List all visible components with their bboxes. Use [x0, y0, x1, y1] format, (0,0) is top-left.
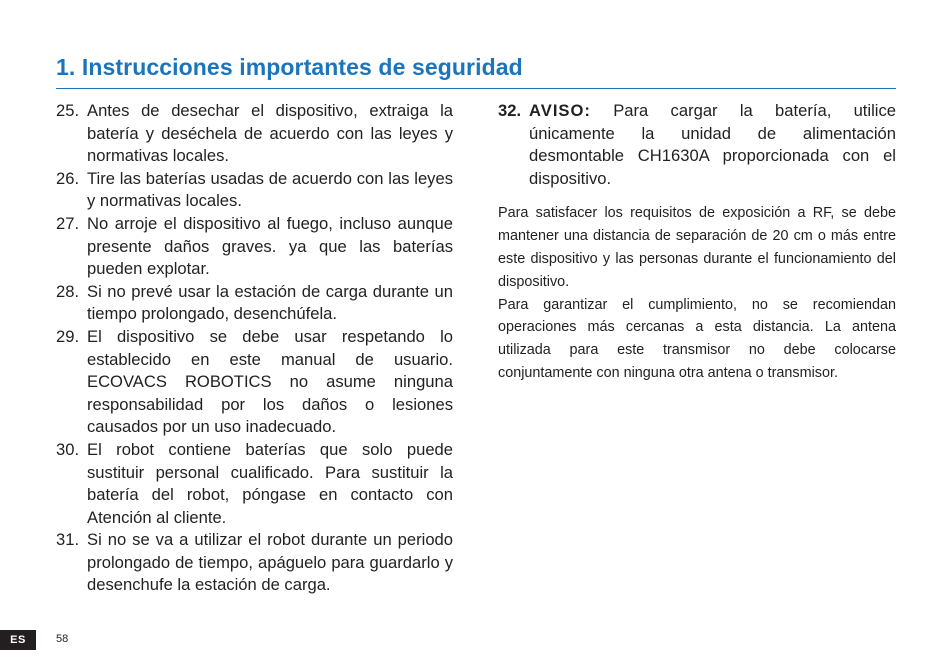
- page-number: 58: [56, 633, 69, 645]
- list-item: [56, 529, 453, 597]
- right-column: [498, 100, 896, 385]
- list-item: [56, 168, 453, 213]
- item-number: 30.: [56, 439, 80, 459]
- item-text: Tire las baterías usadas de acuerdo con las leyes y normativas locales.: [87, 168, 453, 211]
- item-number: 28.: [56, 281, 80, 301]
- item-number: 27.: [56, 213, 80, 233]
- item-number: 31.: [56, 530, 80, 550]
- page-title: 1. Instrucciones importantes de seguridad: [56, 54, 523, 80]
- item-number: 25.: [56, 101, 80, 120]
- title-divider: [56, 88, 896, 89]
- item-number: 29.: [56, 326, 80, 346]
- warning-item: [498, 100, 896, 190]
- rf-paragraph: Para satisfacer los requisitos de exposición a RF, se debe mantener una distancia de separación de 20 cm o más entre este dispositivo y las personas durante el funcionamiento del dispositivo.: [498, 205, 896, 290]
- item-text: No arroje el dispositivo al fuego, incluso aunque presente daños graves. ya que las baterías pueden explotar.: [87, 213, 453, 279]
- item-text: El dispositivo se debe usar respetando lo establecido en este manual de usuario. ECOVACS ROBOTICS no asume ninguna responsabilidad por los daños o lesiones causados por un uso inadecuado.: [87, 326, 453, 437]
- list-item: [56, 439, 453, 529]
- rf-paragraph: Para garantizar el cumplimiento, no se recomiendan operaciones más cercanas a esta distancia. La antena utilizada para este transmisor no debe colocarse conjuntamente con ninguna otra antena o transmisor.: [498, 296, 896, 381]
- item-text: Si no se va a utilizar el robot durante un periodo prolongado de tiempo, apáguelo para guardarlo y desenchufe la estación de carga.: [87, 530, 453, 595]
- left-column: [56, 100, 453, 597]
- item-text: Antes de desechar el dispositivo, extraiga la batería y deséchela de acuerdo con las leyes y normativas locales.: [87, 101, 453, 166]
- item-text: El robot contiene baterías que solo puede sustituir personal cualificado. Para sustituir la batería del robot, póngase en contacto con Atención al cliente.: [87, 439, 453, 527]
- warning-body: [529, 100, 896, 190]
- list-item: [56, 281, 453, 326]
- list-item: [56, 100, 453, 168]
- list-item: [56, 213, 453, 281]
- item-text: Si no prevé usar la estación de carga durante un tiempo prolongado, desenchúfela.: [87, 281, 453, 324]
- warning-text: Para cargar la batería, utilice únicamente la unidad de alimentación desmontable CH1630A proporcionada con el dispositivo.: [529, 101, 896, 188]
- warning-label: AVISO:: [529, 101, 591, 120]
- item-number: 26.: [56, 168, 80, 188]
- list-item: [56, 326, 453, 439]
- language-badge: ES: [0, 630, 36, 650]
- warning-number: 32.: [498, 101, 522, 120]
